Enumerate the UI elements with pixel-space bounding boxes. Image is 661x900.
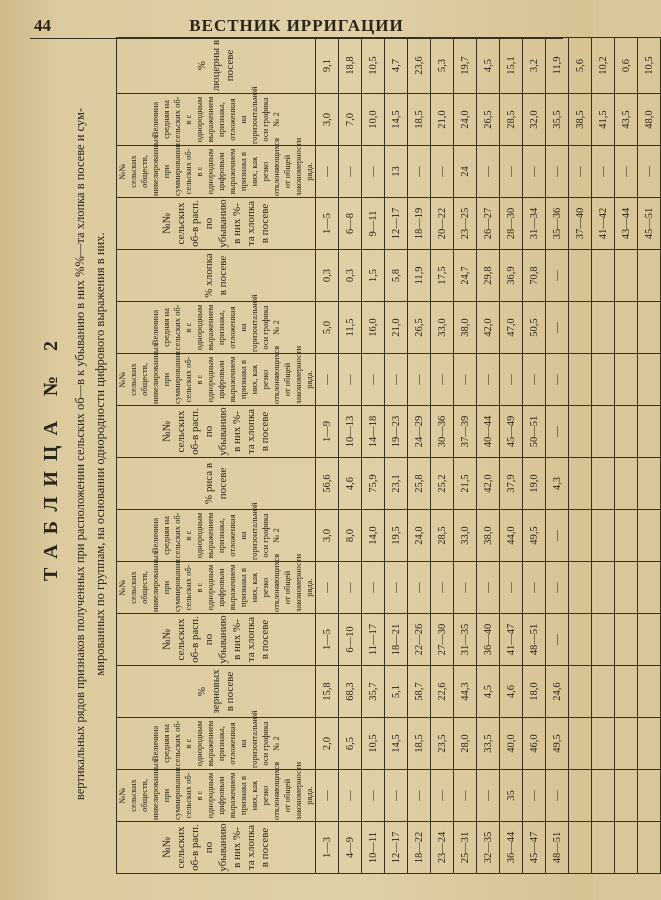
table-cell: —	[477, 770, 500, 822]
table-row	[385, 38, 408, 874]
table-cell: 28,5	[500, 94, 523, 146]
table-cell	[615, 614, 638, 666]
table-cell: 4,5	[477, 38, 500, 94]
table-cell: 24,0	[454, 94, 477, 146]
column-header: №№ сельских об-в расп. по убыванию в них %-та хлопка в посеве	[117, 406, 316, 458]
table-cell	[638, 718, 661, 770]
caption-line: вертикальных рядов признаков полученных при расположении сельских об—в к убыванию в них %%—та хлопка в посеве и сум-	[73, 107, 87, 801]
table-cell: 68,3	[339, 666, 362, 718]
table-cell: —	[523, 146, 546, 198]
table-cell: 10,5	[362, 38, 385, 94]
table-cell: 23,6	[408, 38, 431, 94]
table-cell: 37—39	[454, 406, 477, 458]
table-cell: 19,5	[385, 510, 408, 562]
table-cell: —	[546, 562, 569, 614]
table-cell: 28,0	[454, 718, 477, 770]
table-cell: 28,5	[431, 510, 454, 562]
table-cell: —	[615, 146, 638, 198]
table-cell: 5,8	[385, 250, 408, 302]
column-header: №№ сельских об-в расп. по убыванию в них %-та хлопка в посеве	[117, 822, 316, 874]
column-header: №№ сельских обществ, нивелированных при суммировании сельских об-в с однородным цифровым выражением признака в них, как резко отклоняющихся от общей закономерности ряда.	[117, 343, 314, 404]
table-cell	[615, 250, 638, 302]
table-cell: 37,9	[500, 458, 523, 510]
table-row	[408, 38, 431, 874]
data-table	[116, 37, 661, 874]
table-cell: 43,5	[615, 94, 638, 146]
table-cell: 7,0	[339, 94, 362, 146]
table-cell: —	[523, 354, 546, 406]
table-cell: 26,5	[408, 302, 431, 354]
table-cell: —	[477, 562, 500, 614]
table-cell: 3,0	[316, 94, 339, 146]
table-cell	[592, 718, 615, 770]
table-cell: 3,2	[523, 38, 546, 94]
table-row	[477, 38, 500, 874]
table-cell: —	[546, 146, 569, 198]
table-cell: 45—51	[638, 198, 661, 250]
table-row	[500, 38, 523, 874]
table-cell	[592, 354, 615, 406]
table-row	[454, 38, 477, 874]
table-cell: 6,5	[339, 718, 362, 770]
table-cell: 24—29	[408, 406, 431, 458]
table-cell: 23,1	[385, 458, 408, 510]
table-cell: —	[546, 302, 569, 354]
table-cell: 70,8	[523, 250, 546, 302]
table-cell: 50,5	[523, 302, 546, 354]
table-cell: 1,5	[362, 250, 385, 302]
table-cell: 19,0	[523, 458, 546, 510]
table-cell: —	[638, 146, 661, 198]
table-cell: 24,6	[546, 666, 569, 718]
table-row	[615, 38, 638, 874]
table-cell: 40,0	[500, 718, 523, 770]
table-cell: 15,8	[316, 666, 339, 718]
table-cell: 13	[385, 146, 408, 198]
table-cell: —	[546, 510, 569, 562]
column-header: Величина средняя на сельских об-в с однородным выражением признака, отложенная на горизонтальной оси графика № 2	[117, 94, 316, 146]
table-cell: 18,8	[339, 38, 362, 94]
table-cell: 48—51	[523, 614, 546, 666]
table-cell: 46,0	[523, 718, 546, 770]
column-header: №№ сельских обществ, нивелированных при суммировании сельских об-в с однородным цифровым выражением признака в них, как резко отклоняющихся от общей закономерности ряда.	[117, 551, 314, 612]
table-cell: 41—42	[592, 198, 615, 250]
table-cell	[638, 354, 661, 406]
table-cell: —	[454, 354, 477, 406]
table-cell	[592, 458, 615, 510]
table-cell: —	[362, 354, 385, 406]
table-cell: 19—23	[385, 406, 408, 458]
table-cell: —	[477, 354, 500, 406]
table-cell: 37—40	[569, 198, 592, 250]
table-cell: —	[385, 562, 408, 614]
table-cell	[592, 562, 615, 614]
table-cell: —	[316, 146, 339, 198]
column-header: №№ сельских обществ, нивелированных при суммировании сельских об-в с однородным цифровым выражением признака в них, как резко отклоняющихся от общей закономерности ряда.	[117, 135, 314, 196]
column-header: Величина средняя на сельских об-в с однородным выражением признака, отложенная на горизонтальной оси графика № 2	[117, 302, 316, 354]
table-cell	[638, 822, 661, 874]
table-cell: 50—51	[523, 406, 546, 458]
table-cell	[638, 250, 661, 302]
table-cell: 25,8	[408, 458, 431, 510]
table-cell: 10,0	[362, 94, 385, 146]
table-cell: 35,7	[362, 666, 385, 718]
table-cell: 40—44	[477, 406, 500, 458]
table-cell: —	[477, 146, 500, 198]
table-cell: —	[546, 406, 569, 458]
table-cell: 26,5	[477, 94, 500, 146]
table-cell: —	[408, 770, 431, 822]
table-cell: —	[546, 770, 569, 822]
table-cell: 18—21	[385, 614, 408, 666]
table-cell: 47,0	[500, 302, 523, 354]
column-header: % хлопка в посеве	[117, 250, 316, 302]
table-cell: 32—35	[477, 822, 500, 874]
table-cell	[569, 406, 592, 458]
table-cell: 42,0	[477, 302, 500, 354]
table-cell: 3,0	[316, 510, 339, 562]
table-cell: 48—51	[546, 822, 569, 874]
table-cell: 18—22	[408, 822, 431, 874]
column-header: % риса в посеве	[117, 458, 316, 510]
table-cell: —	[523, 562, 546, 614]
table-cell: 21,5	[454, 458, 477, 510]
table-cell: 1—9	[316, 406, 339, 458]
table-cell: 22,6	[431, 666, 454, 718]
column-header: №№ сельских об-в расп. по убыванию в них %-та хлопка в посеве	[117, 198, 316, 250]
table-cell	[615, 354, 638, 406]
table-cell	[569, 666, 592, 718]
table-cell: 33,0	[431, 302, 454, 354]
table-cell	[569, 510, 592, 562]
table-cell: —	[339, 354, 362, 406]
table-cell: 36—40	[477, 614, 500, 666]
table-cell: 35—36	[546, 198, 569, 250]
table-cell	[569, 614, 592, 666]
table-cell: 24,7	[454, 250, 477, 302]
table-cell: —	[316, 354, 339, 406]
table-cell	[638, 770, 661, 822]
table-cell: 18,5	[408, 718, 431, 770]
table-cell: 16,0	[362, 302, 385, 354]
table-caption	[70, 44, 110, 864]
table-cell: —	[431, 770, 454, 822]
table-cell	[638, 614, 661, 666]
table-cell: 20—22	[431, 198, 454, 250]
table-cell: 38,5	[569, 94, 592, 146]
table-cell: 31—35	[454, 614, 477, 666]
table-cell: 4,3	[546, 458, 569, 510]
table-row	[569, 38, 592, 874]
table-row	[431, 38, 454, 874]
table-row	[362, 38, 385, 874]
table-cell: —	[362, 562, 385, 614]
table-cell: 36,9	[500, 250, 523, 302]
table-cell: 31—34	[523, 198, 546, 250]
table-cell: —	[500, 354, 523, 406]
table-cell: 56,6	[316, 458, 339, 510]
caption-line: мированных по группам, на основании однородности цифрового выражения в них.	[93, 232, 107, 676]
table-cell	[592, 510, 615, 562]
table-row	[546, 38, 569, 874]
table-cell: 28—30	[500, 198, 523, 250]
table-cell: 14—18	[362, 406, 385, 458]
table-cell: —	[316, 562, 339, 614]
table-cell: 15,1	[500, 38, 523, 94]
table-cell: —	[431, 146, 454, 198]
table-cell: 43—44	[615, 198, 638, 250]
page-header	[30, 14, 563, 39]
table-cell: —	[523, 770, 546, 822]
table-cell	[615, 666, 638, 718]
table-cell: 35,5	[546, 94, 569, 146]
table-cell: 4,5	[477, 666, 500, 718]
table-cell: —	[546, 354, 569, 406]
table-cell: 10,2	[592, 38, 615, 94]
table-cell: —	[431, 354, 454, 406]
table-cell: —	[592, 146, 615, 198]
table-cell: 30—36	[431, 406, 454, 458]
table-cell: 24,0	[408, 510, 431, 562]
table-cell: 49,5	[546, 718, 569, 770]
table-cell: 14,0	[362, 510, 385, 562]
table-body	[316, 38, 661, 874]
table-cell: 23—25	[454, 198, 477, 250]
table-cell: 10—11	[362, 822, 385, 874]
table-cell: —	[546, 250, 569, 302]
table-cell: 24	[454, 146, 477, 198]
table-cell: 45—49	[500, 406, 523, 458]
table-cell: 11—17	[362, 614, 385, 666]
table-cell: 36—44	[500, 822, 523, 874]
table-cell: 29,8	[477, 250, 500, 302]
table-cell: 23—24	[431, 822, 454, 874]
table-cell: —	[431, 562, 454, 614]
table-cell	[592, 302, 615, 354]
table-cell: —	[339, 562, 362, 614]
table-cell	[569, 562, 592, 614]
table-cell: 25,2	[431, 458, 454, 510]
table-cell: —	[339, 770, 362, 822]
table-cell: —	[408, 146, 431, 198]
table-cell: 5,1	[385, 666, 408, 718]
table-cell: 5,3	[431, 38, 454, 94]
table-cell: 4,6	[500, 666, 523, 718]
table-cell: —	[454, 770, 477, 822]
table-row	[638, 38, 661, 874]
table-cell	[569, 822, 592, 874]
table-cell: 44,3	[454, 666, 477, 718]
table-cell: 5,0	[316, 302, 339, 354]
table-cell: 32,0	[523, 94, 546, 146]
table-cell: 42,0	[477, 458, 500, 510]
table-cell: 19,7	[454, 38, 477, 94]
table-cell: 1—5	[316, 198, 339, 250]
table-cell	[615, 770, 638, 822]
table-cell: 11,5	[339, 302, 362, 354]
table-cell: 48,0	[638, 94, 661, 146]
table-cell: 12—17	[385, 198, 408, 250]
table-cell: 0,3	[339, 250, 362, 302]
table-cell: 6—8	[339, 198, 362, 250]
column-header: №№ сельских об-в расп. по убыванию в них %-та хлопка в посеве	[117, 614, 316, 666]
table-cell: 18—19	[408, 198, 431, 250]
table-cell: 5,6	[569, 38, 592, 94]
table-cell	[638, 302, 661, 354]
table-cell: 75,9	[362, 458, 385, 510]
table-cell	[592, 666, 615, 718]
table-cell: 26—27	[477, 198, 500, 250]
table-cell: —	[546, 614, 569, 666]
table-cell: 18,0	[523, 666, 546, 718]
table-cell: —	[408, 354, 431, 406]
table-cell: 38,0	[477, 510, 500, 562]
table-cell: 4,7	[385, 38, 408, 94]
table-cell: 1—3	[316, 822, 339, 874]
table-cell	[638, 458, 661, 510]
table-cell: 38,0	[454, 302, 477, 354]
table-cell: —	[500, 562, 523, 614]
table-cell	[615, 406, 638, 458]
table-cell: 21,0	[431, 94, 454, 146]
table-cell	[592, 822, 615, 874]
column-header: % зерновых в посеве	[117, 666, 316, 718]
table-cell: —	[316, 770, 339, 822]
table-cell: 4—9	[339, 822, 362, 874]
table-cell	[615, 822, 638, 874]
table-cell: 11,9	[408, 250, 431, 302]
table-cell	[638, 562, 661, 614]
table-title: ТАБЛИЦА № 2	[40, 330, 62, 582]
table-cell: 41—47	[500, 614, 523, 666]
column-header: Величина средняя на сельских об-в с однородным выражением признака, отложенная на горизонтальной оси графика № 2	[117, 510, 316, 562]
table-cell: 12—17	[385, 822, 408, 874]
table-cell: 10—13	[339, 406, 362, 458]
table-cell: —	[362, 770, 385, 822]
table-cell: 2,0	[316, 718, 339, 770]
table-cell: —	[385, 770, 408, 822]
table-cell: 0,3	[316, 250, 339, 302]
column-header: % люцерны в посеве	[117, 38, 316, 94]
table-cell: —	[569, 146, 592, 198]
table-cell	[569, 770, 592, 822]
page-number: 44	[34, 16, 51, 35]
table-cell: 21,0	[385, 302, 408, 354]
table-cell	[592, 770, 615, 822]
table-cell	[615, 302, 638, 354]
table-cell	[638, 510, 661, 562]
table-cell: 49,5	[523, 510, 546, 562]
table-cell	[569, 302, 592, 354]
table-cell: —	[408, 562, 431, 614]
header-row	[117, 38, 316, 874]
table-cell	[569, 718, 592, 770]
table-cell: 27—30	[431, 614, 454, 666]
table-cell	[615, 562, 638, 614]
table-cell: 18,5	[408, 94, 431, 146]
table-cell	[638, 406, 661, 458]
table-cell	[615, 458, 638, 510]
table-cell: —	[385, 354, 408, 406]
table-cell: 6—10	[339, 614, 362, 666]
rotated-table-block	[40, 38, 655, 874]
table-cell: 35	[500, 770, 523, 822]
column-header: №№ сельских обществ, нивелированных при суммировании сельских об-в с однородным цифровым выражением признака в них, как резко отклоняющихся от общей закономерности ряда.	[117, 759, 314, 820]
table-cell: 1—5	[316, 614, 339, 666]
table-cell: 14,5	[385, 718, 408, 770]
table-cell: —	[454, 562, 477, 614]
table-row	[316, 38, 339, 874]
journal-title: ВЕСТНИК ИРРИГАЦИИ	[189, 16, 404, 35]
table-cell: 8,0	[339, 510, 362, 562]
table-cell: 58,7	[408, 666, 431, 718]
table-cell	[615, 510, 638, 562]
table-cell	[569, 354, 592, 406]
table-cell: —	[339, 146, 362, 198]
table-cell: 22—26	[408, 614, 431, 666]
table-cell: 23,5	[431, 718, 454, 770]
table-cell: 11,9	[546, 38, 569, 94]
table-cell	[592, 406, 615, 458]
table-cell: 14,5	[385, 94, 408, 146]
table-row	[592, 38, 615, 874]
table-cell	[615, 718, 638, 770]
column-header: Величина средняя на сельских об-в с однородным выражением признака, отложенная на горизонтальной оси графика № 2	[117, 718, 316, 770]
table-row	[339, 38, 362, 874]
table-cell: 45—47	[523, 822, 546, 874]
table-cell	[592, 250, 615, 302]
table-cell: 33,5	[477, 718, 500, 770]
table-cell: 41,5	[592, 94, 615, 146]
table-cell: 0,6	[615, 38, 638, 94]
table-cell	[569, 458, 592, 510]
table-cell: —	[362, 146, 385, 198]
table-cell: 17,5	[431, 250, 454, 302]
table-cell: 4,6	[339, 458, 362, 510]
table-cell: 33,0	[454, 510, 477, 562]
table-cell: 10,5	[638, 38, 661, 94]
table-cell	[638, 666, 661, 718]
table-cell: 9—11	[362, 198, 385, 250]
table-cell: 44,0	[500, 510, 523, 562]
table-cell: 9,1	[316, 38, 339, 94]
table-cell: 10,5	[362, 718, 385, 770]
table-cell	[569, 250, 592, 302]
table-cell	[592, 614, 615, 666]
table-row	[523, 38, 546, 874]
table-cell: 25—31	[454, 822, 477, 874]
table-cell: —	[500, 146, 523, 198]
